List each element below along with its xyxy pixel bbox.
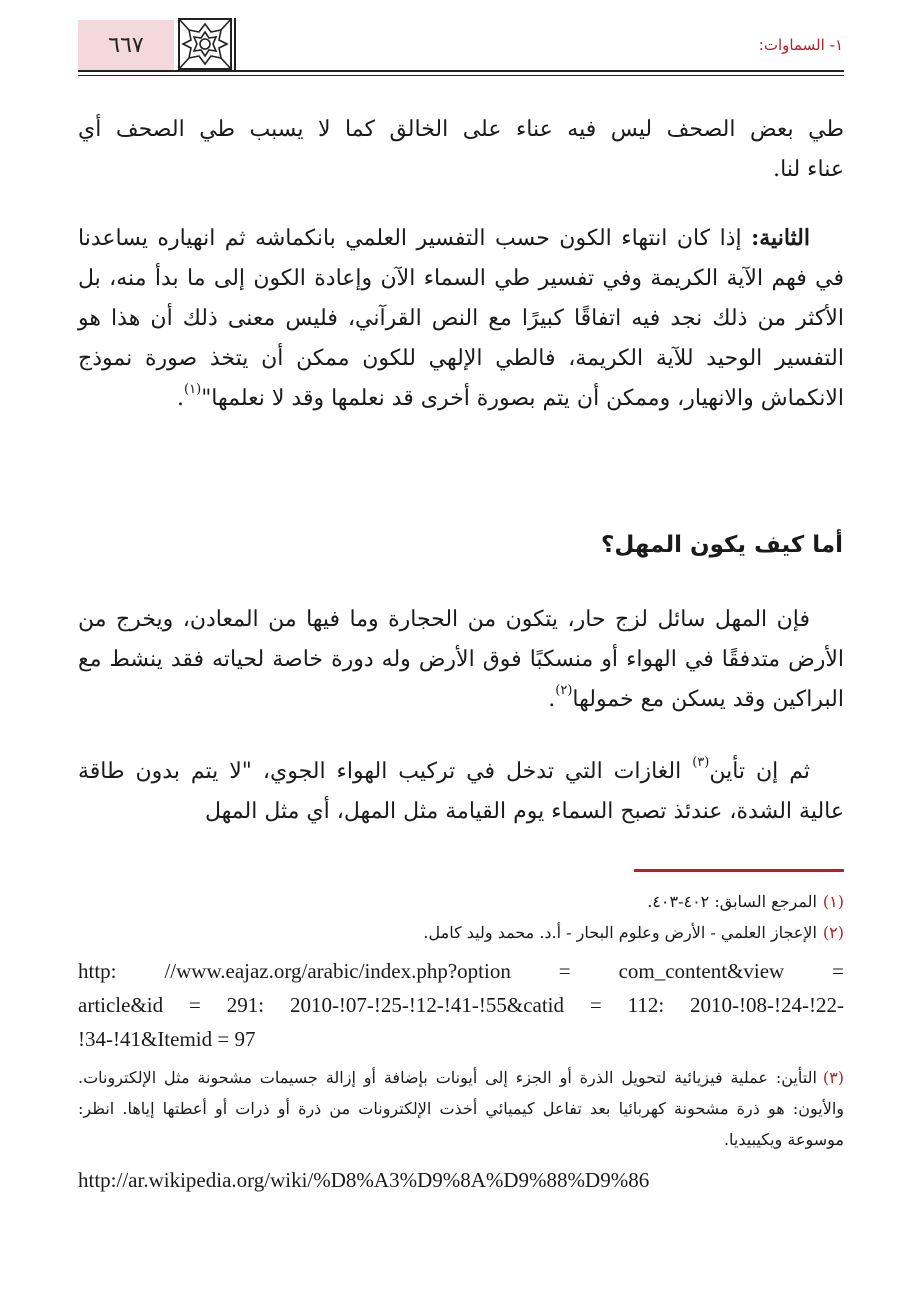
paragraph-4-body: الغازات التي تدخل في تركيب الهواء الجوي، "لا يتم بدون طاقة عالية الشدة، عندئذ تصبح السماء يوم القيامة مثل المهل، أي مثل المهل — [78, 759, 844, 824]
footnote-1-number: (١) — [822, 892, 844, 911]
footnote-3 — [78, 1062, 844, 1155]
footnote-ref-2[interactable]: (٢) — [555, 683, 573, 698]
footnote-2 — [78, 917, 844, 948]
paragraph-2-text — [78, 218, 844, 419]
footnote-3-number: (٣) — [822, 1068, 845, 1087]
paragraph-3 — [78, 600, 844, 720]
header-rule — [78, 70, 844, 72]
paragraph-3-end: . — [548, 687, 556, 712]
footnote-1 — [78, 886, 844, 917]
footnotes — [78, 886, 844, 1197]
footnote-2-url-line-3[interactable]: !34-!41&Itemid = 97 — [78, 1027, 256, 1051]
paragraph-1-line-1: طي بعض الصحف ليس فيه عناء على الخالق كما لا يسبب طي الصحف أي — [78, 117, 844, 142]
chapter-title: ١- السماوات: — [758, 36, 843, 54]
page-number-text: ٦٦٧ — [108, 32, 144, 58]
paragraph-3-body: فإن المهل سائل لزج حار، يتكون من الحجارة وما فيها من المعادن، ويخرج من الأرض متدفقًا في الهواء أو منسكبًا فوق الأرض وله دورة خاصة لحياته فقد ينشط مع البراكين وقد يسكن مع خمولها — [78, 607, 844, 712]
paragraph-2-end: . — [177, 386, 185, 411]
paragraph-2-term: الثانية: — [751, 225, 810, 251]
footnote-3-url[interactable]: http://ar.wikipedia.org/wiki/%D8%A3%D9%8A%D9%88%D9%86 — [78, 1168, 650, 1192]
paragraph-4 — [78, 752, 844, 832]
section-subheading: أما كيف يكون المهل؟ — [601, 532, 843, 558]
page-header — [0, 0, 921, 80]
header-rule-thin — [78, 75, 844, 76]
paragraph-1-line-2: عناء لنا. — [773, 157, 844, 182]
footnote-3-text: التأين: عملية فيزيائية لتحويل الذرة أو الجزء إلى أيونات بإضافة أو إزالة جسيمات مشحونة مثل الإلكترونات. والأيون: هو ذرة مشحونة كهربائيا بعد تفاعل كيميائي أخذت الإلكترونات من ذرة أو ذرات أو أعطتها إياها. انظر: موسوعة ويكيبيديا. — [78, 1068, 844, 1149]
page-number — [78, 20, 174, 70]
ornament-icon — [178, 18, 232, 70]
footnote-ref-3[interactable]: (٣) — [692, 755, 710, 770]
footnote-separator — [634, 869, 844, 872]
footnote-2-url-line-1[interactable]: http: //www.eajaz.org/arabic/index.php?option = com_content&view = — [78, 959, 844, 983]
footnote-ref-1[interactable]: (١) — [184, 382, 202, 397]
ornament-divider — [234, 18, 236, 70]
paragraph-1 — [78, 110, 844, 190]
footnote-2-number: (٢) — [822, 923, 844, 942]
footnote-2-url-line-2[interactable]: article&id = 291: 2010-!07-!25-!12-!41-!55&catid = 112: 2010-!08-!24-!22- — [78, 993, 844, 1017]
paragraph-4-text — [78, 752, 844, 832]
footnote-2-text: الإعجاز العلمي - الأرض وعلوم البحار - أ.د. محمد وليد كامل. — [423, 923, 817, 942]
paragraph-2-body: إذا كان انتهاء الكون حسب التفسير العلمي بانكماشه ثم انهياره يساعدنا في فهم الآية الكريمة وفي تفسير طي السماء الآن وإعادة الكون إلى ما بدأ منه، بل الأكثر من ذلك نجد فيه اتفاقًا كبيرًا مع النص القرآني، فليس معنى ذلك أن هذا هو التفسير الوحيد للآية الكريمة، فالطي الإلهي للكون ممكن أن يتخذ صورة نموذج الانكماش والانهيار، وممكن أن يتم بصورة أخرى قد نعلمها وقد لا نعلمها" — [78, 226, 844, 411]
paragraph-3-text — [78, 600, 844, 720]
paragraph-4-start: ثم إن تأين — [709, 759, 811, 784]
paragraph-2 — [78, 218, 844, 419]
footnote-1-text: المرجع السابق: ٤٠٢-٤٠٣. — [647, 892, 817, 911]
